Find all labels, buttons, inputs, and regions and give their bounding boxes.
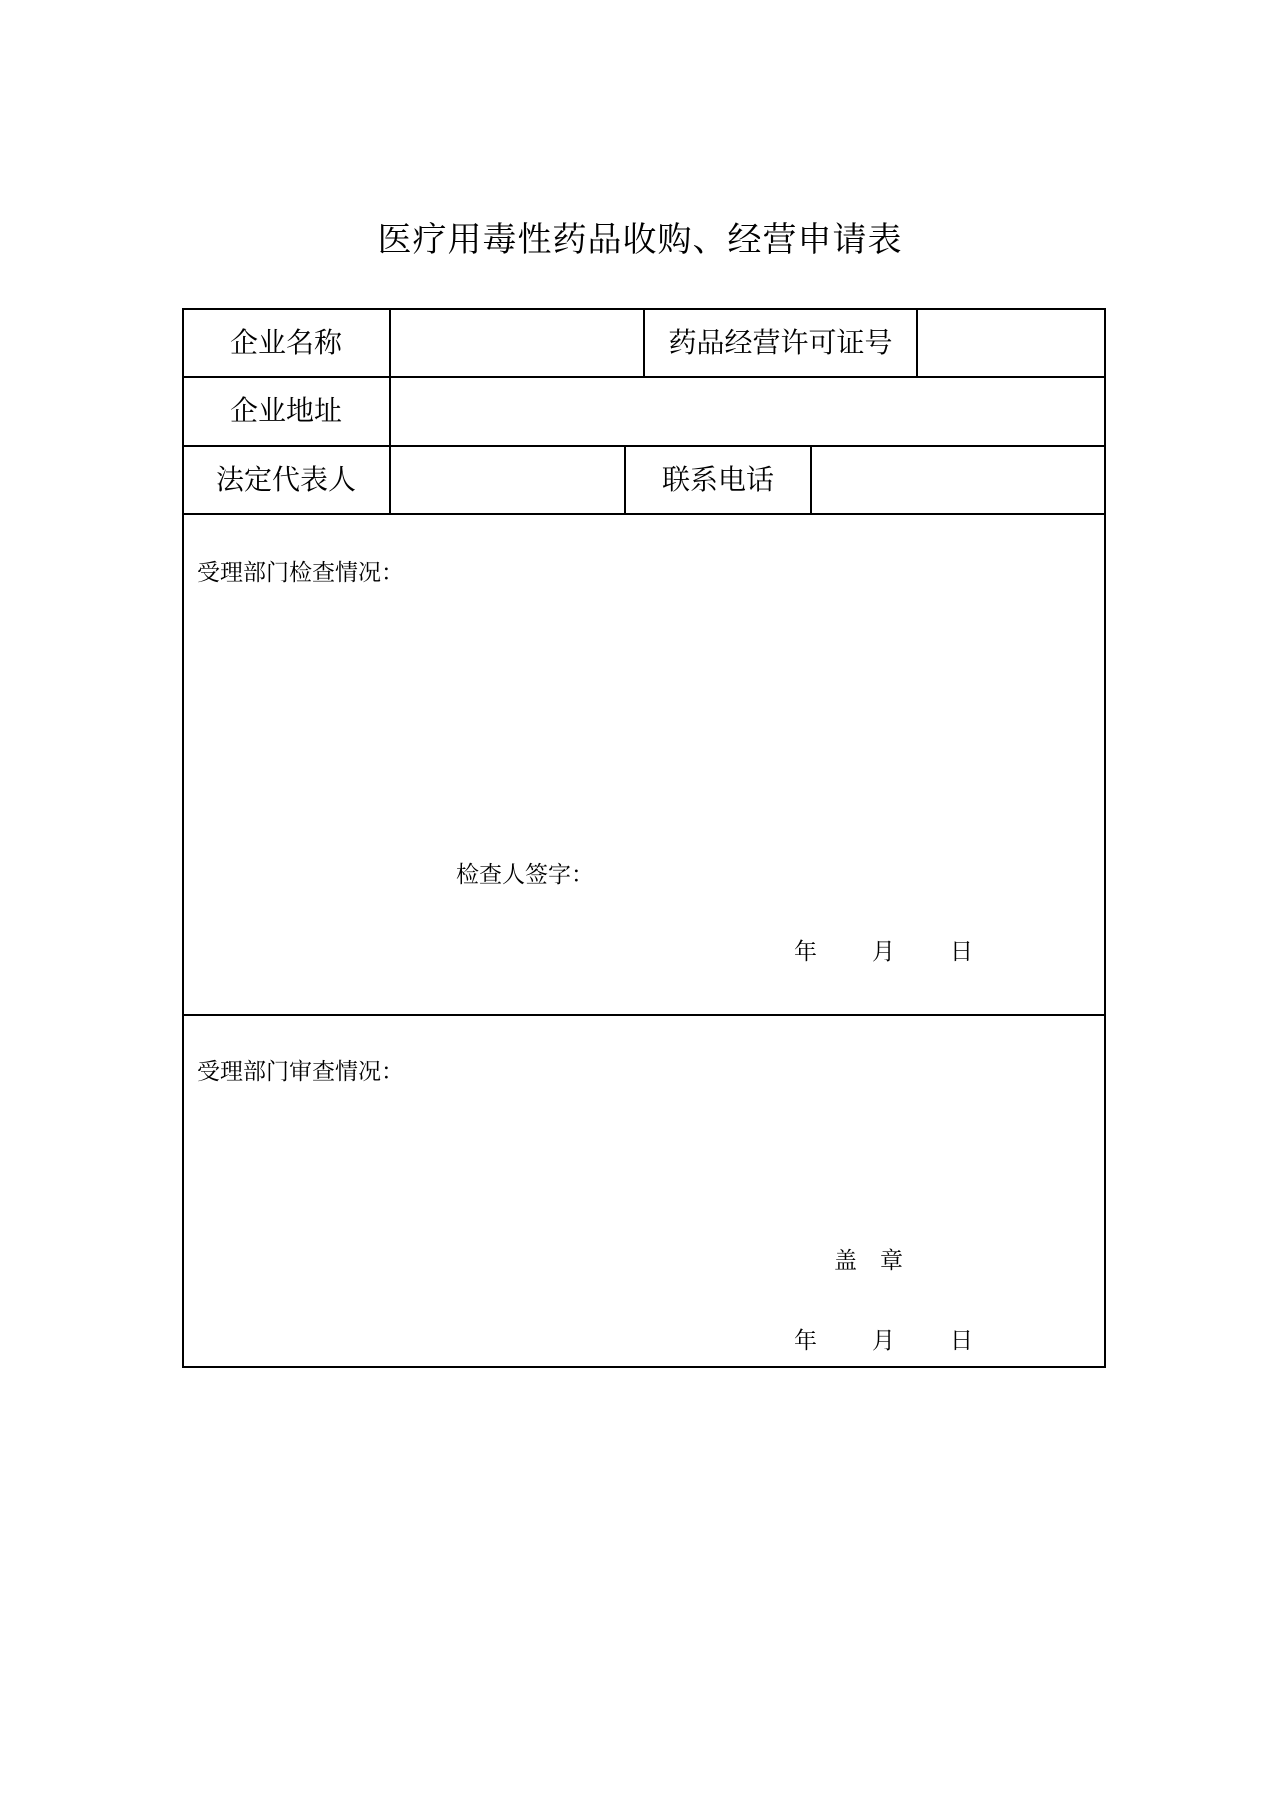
- review-heading: 受理部门审查情况：: [197, 1059, 404, 1085]
- license-number-field[interactable]: [918, 310, 1104, 376]
- form-title: 医疗用毒性药品收购、经营申请表: [377, 220, 903, 260]
- contact-phone-field[interactable]: [812, 447, 1104, 513]
- contact-phone-label: 联系电话: [661, 463, 774, 496]
- enterprise-address-label: 企业地址: [229, 394, 342, 427]
- table-border-right: [1104, 308, 1106, 1367]
- license-number-label: 药品经营许可证号: [668, 326, 893, 359]
- review-notes-area[interactable]: [197, 1100, 1087, 1230]
- row-divider: [182, 513, 1106, 515]
- legal-representative-label: 法定代表人: [215, 463, 356, 496]
- table-border-bottom: [182, 1366, 1106, 1368]
- review-date-day: 日: [950, 1328, 973, 1354]
- enterprise-address-field[interactable]: [391, 378, 1104, 445]
- enterprise-name-field[interactable]: [391, 310, 643, 376]
- inspector-signature-label: 检查人签字：: [456, 862, 594, 888]
- seal-label: 盖 章: [834, 1248, 903, 1274]
- row-divider: [182, 1014, 1106, 1016]
- enterprise-name-label: 企业名称: [229, 326, 342, 359]
- review-date-year: 年: [794, 1328, 817, 1354]
- inspection-date-year: 年: [794, 939, 817, 965]
- inspection-date-month: 月: [872, 939, 895, 965]
- inspection-date-day: 日: [950, 939, 973, 965]
- inspection-notes-area[interactable]: [197, 600, 1087, 840]
- review-date-month: 月: [872, 1328, 895, 1354]
- legal-representative-field[interactable]: [391, 447, 624, 513]
- inspection-heading: 受理部门检查情况：: [197, 560, 404, 586]
